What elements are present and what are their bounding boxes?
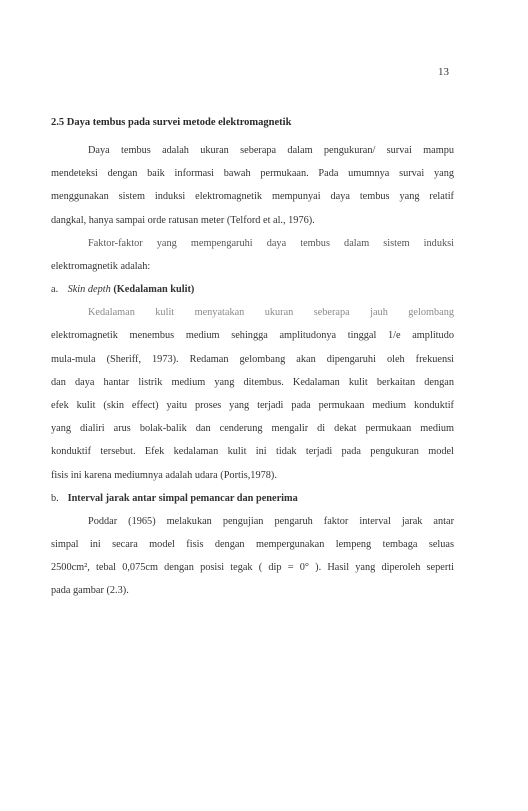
text-line: pada gambar (2.3). [51,585,129,597]
paragraph-faktor [51,232,454,278]
text-line: yang dialiri arus bolak-balik dan cenderung mengalir di dekat permukaan medium [51,423,454,435]
text-line: mula-mula (Sheriff, 1973). Redaman gelombang akan dipengaruhi oleh frekuensi [51,353,454,365]
page-content [51,117,454,603]
text-line: efek kulit (skin effect) yaitu proses yang terjadi pada permukaan medium konduktif [51,400,454,412]
list-marker: b. [51,492,59,504]
text-line: mendeteksi dengan baik informasi bawah permukaan. Pada umumnya survai yang [51,168,454,180]
paragraph-poddar [51,510,454,603]
text-line: Poddar (1965) melakukan pengujian pengaruh faktor interval jarak antar [88,515,454,527]
text-line: menggunakan sistem induksi elektromagnetik mempunyai daya tembus yang relatif [51,191,454,203]
text-line: simpal ini secara model fisis dengan mempergunakan lempeng tembaga seluas [51,539,454,551]
text-line: Daya tembus adalah ukuran seberapa dalam pengukuran/ survai mampu [88,145,454,156]
text-line: Kedalaman kulit menyatakan ukuran seberapa jauh gelombang [88,307,454,319]
text-line: elektromagnetik menembus medium sehingga amplitudonya tinggal 1/e amplitudo [51,330,454,342]
list-marker: a. [51,284,59,296]
text-line: konduktif tersebut. Efek kedalaman kulit ini tidak terjadi pada pengukuran model [51,446,454,458]
subheading-bold: (Kedalaman kulit) [113,284,195,296]
paragraph-kedalaman-kulit [51,301,454,487]
section-heading: 2.5 Daya tembus pada survei metode elektromagnetik [51,117,292,128]
subheading-skin-depth [51,278,454,301]
text-line: dangkal, hanya sampai orde ratusan meter (Telford et al., 1976). [51,214,315,226]
page-number: 13 [438,66,449,78]
text-line: Faktor-faktor yang mempengaruhi daya tembus dalam sistem induksi [88,237,454,249]
paragraph-daya-tembus [51,139,454,232]
text-line: dan daya hantar listrik medium yang ditembus. Kedalaman kulit berkaitan dengan [51,376,454,388]
subheading-bold: Interval jarak antar simpal pemancar dan penerima [67,492,298,504]
subheading-interval [51,487,454,510]
text-line: elektromagnetik adalah: [51,261,151,273]
text-line: 2500cm², tebal 0,075cm dengan posisi tegak ( dip = 0° ). Hasil yang diperoleh seperti [51,562,454,574]
text-line: fisis ini karena mediumnya adalah udara (Portis,1978). [51,469,277,481]
subheading-italic: Skin depth [67,284,111,296]
